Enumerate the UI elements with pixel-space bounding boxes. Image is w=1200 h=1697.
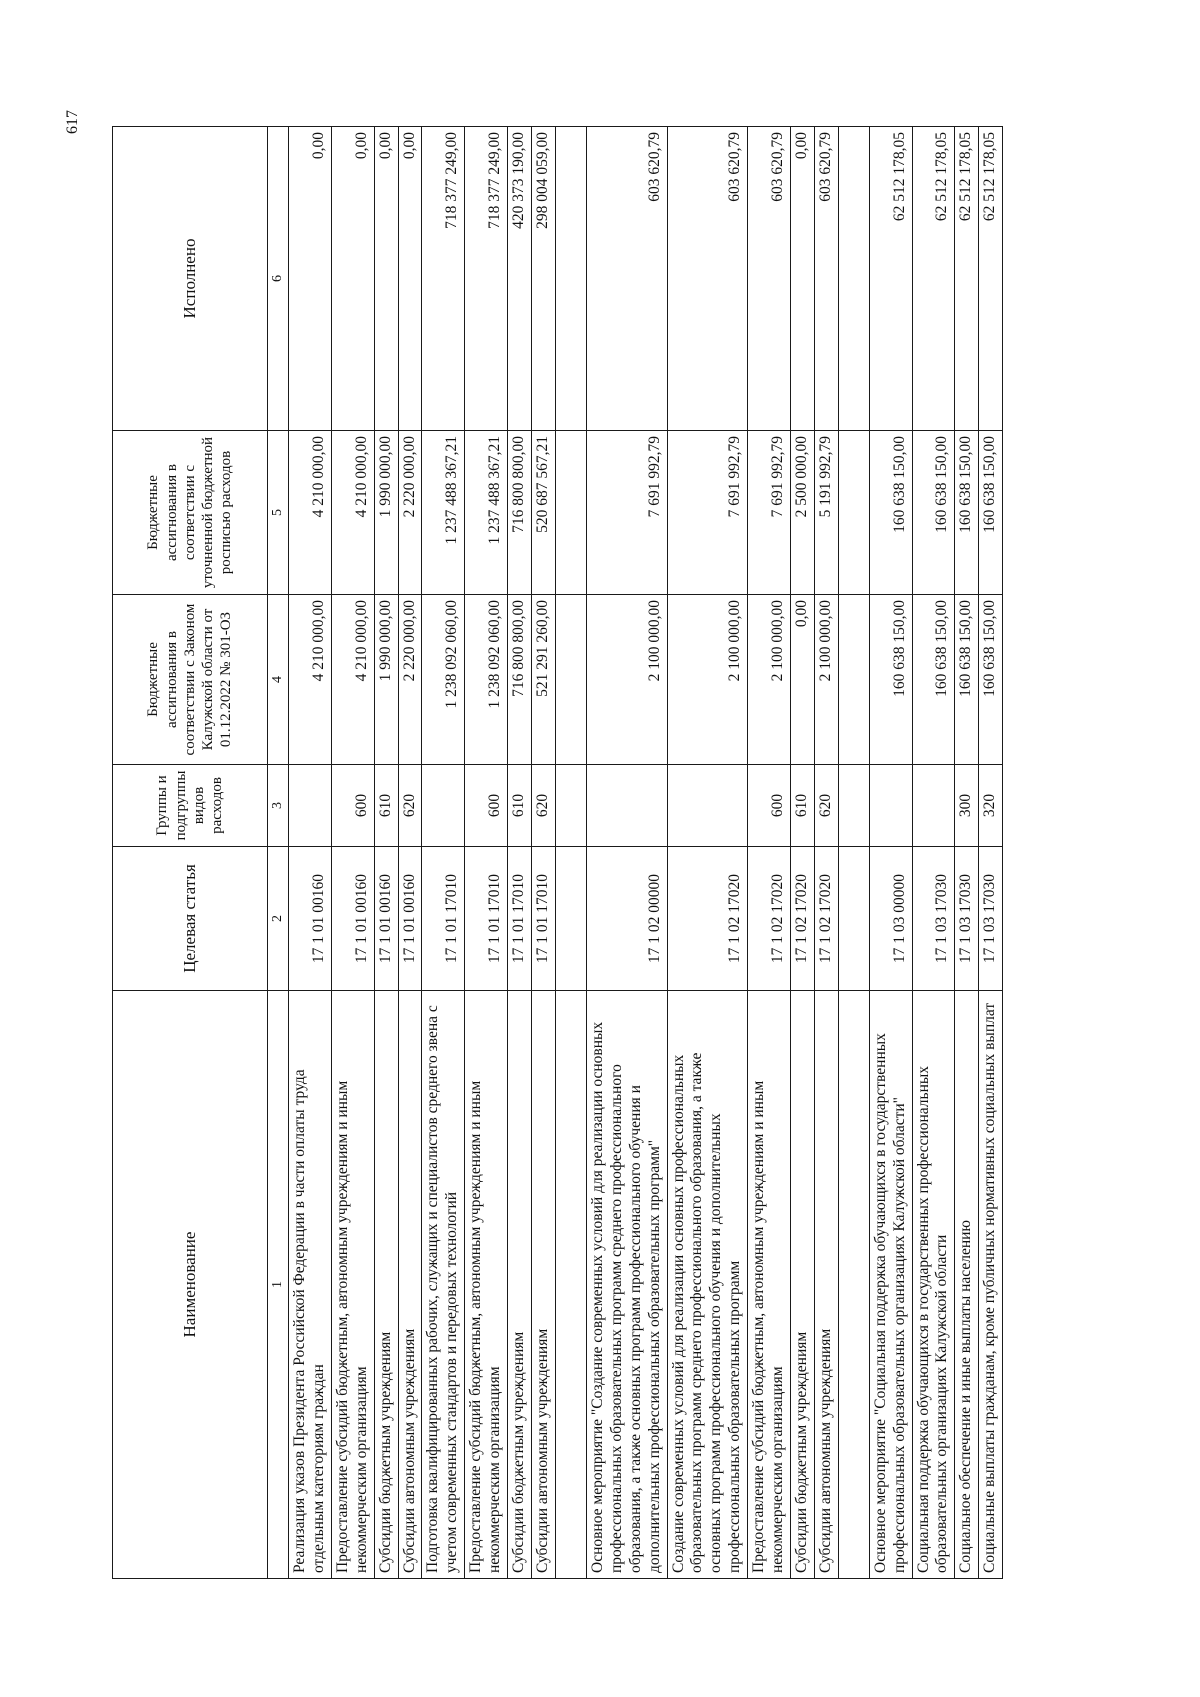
allocation-law-cell: 521 291 260,00 [531,595,555,765]
target-article-cell: 17 1 01 17010 [465,847,508,991]
column-number: 4 [268,595,289,765]
allocation-refined-cell: 520 687 567,21 [531,431,555,595]
expense-group-cell: 600 [331,765,374,847]
expense-group-cell [869,765,912,847]
target-article-cell: 17 1 02 17020 [814,847,838,991]
target-article-cell: 17 1 01 17010 [508,847,532,991]
table-row [979,127,1003,1579]
allocation-refined-cell: 1 237 488 367,21 [465,431,508,595]
header-allocations-law: Бюджетные ассигнования в соответствии с Законом Калужской области от 01.12.2022 № 301-ОЗ [113,595,268,765]
allocation-law-cell: 2 100 000,00 [814,595,838,765]
name-cell: Субсидии автономным учреждениям [814,991,838,1579]
executed-cell: 0,00 [790,127,814,431]
empty-cell [838,991,869,1579]
allocation-refined-cell: 160 638 150,00 [979,431,1003,595]
allocation-law-cell: 1 238 092 060,00 [465,595,508,765]
table-row [422,127,465,1579]
executed-cell: 0,00 [374,127,398,431]
allocation-law-cell: 0,00 [790,595,814,765]
expense-group-cell: 600 [748,765,791,847]
executed-cell: 62 512 178,05 [955,127,979,431]
table-row [869,127,912,1579]
empty-cell [555,127,586,431]
allocation-law-cell: 160 638 150,00 [912,595,955,765]
table-row [331,127,374,1579]
name-cell: Подготовка квалифицированных рабочих, служащих и специалистов среднего звена с учетом современных стандартов и передовых технологий [422,991,465,1579]
allocation-refined-cell: 5 191 992,79 [814,431,838,595]
column-number-row [268,127,289,1579]
executed-cell: 62 512 178,05 [869,127,912,431]
allocation-refined-cell: 716 800 800,00 [508,431,532,595]
table-row [374,127,398,1579]
allocation-law-cell: 2 100 000,00 [586,595,667,765]
page-number: 617 [64,110,81,134]
empty-cell [838,595,869,765]
target-article-cell: 17 1 03 17030 [979,847,1003,991]
allocation-law-cell: 4 210 000,00 [289,595,332,765]
header-executed: Исполнено [113,127,268,431]
name-cell: Предоставление субсидий бюджетным, автономным учреждениям и иным некоммерческим организациям [465,991,508,1579]
name-cell: Реализация указов Президента Российской Федерации в части оплаты труда отдельным категориям граждан [289,991,332,1579]
target-article-cell: 17 1 03 00000 [869,847,912,991]
header-allocations-refined: Бюджетные ассигнования в соответствии с уточненной бюджетной росписью расходов [113,431,268,595]
table-row [465,127,508,1579]
executed-cell: 298 004 059,00 [531,127,555,431]
allocation-law-cell: 160 638 150,00 [869,595,912,765]
allocation-refined-cell: 160 638 150,00 [955,431,979,595]
table-row [289,127,332,1579]
expense-group-cell: 620 [398,765,422,847]
executed-cell: 420 373 190,00 [508,127,532,431]
table-row [531,127,555,1579]
expense-group-cell [422,765,465,847]
expense-group-cell: 610 [508,765,532,847]
name-cell: Социальные выплаты гражданам, кроме публичных нормативных социальных выплат [979,991,1003,1579]
executed-cell: 0,00 [331,127,374,431]
allocation-refined-cell: 160 638 150,00 [912,431,955,595]
header-target-article: Целевая статья [113,847,268,991]
allocation-refined-cell: 1 990 000,00 [374,431,398,595]
target-article-cell: 17 1 02 17020 [790,847,814,991]
target-article-cell: 17 1 01 00160 [398,847,422,991]
allocation-law-cell: 716 800 800,00 [508,595,532,765]
table-row [748,127,791,1579]
executed-cell: 62 512 178,05 [979,127,1003,431]
name-cell: Предоставление субсидий бюджетным, автономным учреждениям и иным некоммерческим организациям [748,991,791,1579]
empty-cell [838,431,869,595]
table-row [667,127,748,1579]
empty-cell [555,991,586,1579]
name-cell: Субсидии автономным учреждениям [531,991,555,1579]
allocation-law-cell: 2 100 000,00 [667,595,748,765]
empty-cell [555,765,586,847]
name-cell: Создание современных условий для реализации основных профессиональных образовательных программ среднего профессионального образования, а также основных программ профессионального обучения и дополнительных профессиональных образовательных программ [667,991,748,1579]
expense-group-cell [667,765,748,847]
name-cell: Субсидии автономным учреждениям [398,991,422,1579]
table-row [814,127,838,1579]
column-number: 2 [268,847,289,991]
allocation-refined-cell: 4 210 000,00 [289,431,332,595]
table-row [790,127,814,1579]
expense-group-cell: 620 [531,765,555,847]
target-article-cell: 17 1 01 00160 [289,847,332,991]
header-expense-groups: Группы и подгруппы видов расходов [113,765,268,847]
column-number: 6 [268,127,289,431]
target-article-cell: 17 1 01 17010 [422,847,465,991]
allocation-law-cell: 160 638 150,00 [979,595,1003,765]
executed-cell: 603 620,79 [586,127,667,431]
target-article-cell: 17 1 01 00160 [374,847,398,991]
table-row [912,127,955,1579]
expense-group-cell: 610 [374,765,398,847]
executed-cell: 603 620,79 [748,127,791,431]
name-cell: Субсидии бюджетным учреждениям [374,991,398,1579]
table-row [398,127,422,1579]
header-row [113,127,268,1579]
target-article-cell: 17 1 02 17020 [667,847,748,991]
allocation-law-cell: 2 220 000,00 [398,595,422,765]
spacer-row [555,127,586,1579]
allocation-law-cell: 4 210 000,00 [331,595,374,765]
table-row [955,127,979,1579]
empty-cell [555,431,586,595]
allocation-refined-cell: 160 638 150,00 [869,431,912,595]
allocation-refined-cell: 7 691 992,79 [667,431,748,595]
empty-cell [838,127,869,431]
executed-cell: 0,00 [289,127,332,431]
name-cell: Социальное обеспечение и иные выплаты населению [955,991,979,1579]
allocation-law-cell: 1 238 092 060,00 [422,595,465,765]
table-body [289,127,1003,1579]
executed-cell: 603 620,79 [667,127,748,431]
name-cell: Основное мероприятие "Создание современных условий для реализации основных профессиональных образовательных программ среднего профессионального образования, а также основных программ профессионального обучения и дополнительных профессиональных образовательных программ" [586,991,667,1579]
name-cell: Субсидии бюджетным учреждениям [790,991,814,1579]
expense-group-cell: 620 [814,765,838,847]
empty-cell [555,847,586,991]
allocation-law-cell: 1 990 000,00 [374,595,398,765]
executed-cell: 603 620,79 [814,127,838,431]
budget-table [112,126,1003,1579]
column-number: 3 [268,765,289,847]
executed-cell: 62 512 178,05 [912,127,955,431]
spacer-row [838,127,869,1579]
empty-cell [838,765,869,847]
table-row [508,127,532,1579]
empty-cell [555,595,586,765]
target-article-cell: 17 1 01 00160 [331,847,374,991]
table-row [586,127,667,1579]
allocation-refined-cell: 1 237 488 367,21 [422,431,465,595]
empty-cell [838,847,869,991]
column-number: 5 [268,431,289,595]
allocation-refined-cell: 7 691 992,79 [586,431,667,595]
expense-group-cell: 610 [790,765,814,847]
executed-cell: 718 377 249,00 [465,127,508,431]
target-article-cell: 17 1 03 17030 [912,847,955,991]
allocation-refined-cell: 7 691 992,79 [748,431,791,595]
target-article-cell: 17 1 03 17030 [955,847,979,991]
expense-group-cell [912,765,955,847]
executed-cell: 0,00 [398,127,422,431]
name-cell: Основное мероприятие "Социальная поддержка обучающихся в государственных профессиональных образовательных организациях Калужской области" [869,991,912,1579]
target-article-cell: 17 1 02 00000 [586,847,667,991]
allocation-law-cell: 2 100 000,00 [748,595,791,765]
allocation-refined-cell: 4 210 000,00 [331,431,374,595]
column-number: 1 [268,991,289,1579]
allocation-refined-cell: 2 500 000,00 [790,431,814,595]
header-name: Наименование [113,991,268,1579]
name-cell: Предоставление субсидий бюджетным, автономным учреждениям и иным некоммерческим организациям [331,991,374,1579]
expense-group-cell [586,765,667,847]
expense-group-cell: 300 [955,765,979,847]
expense-group-cell [289,765,332,847]
target-article-cell: 17 1 02 17020 [748,847,791,991]
expense-group-cell: 600 [465,765,508,847]
name-cell: Субсидии бюджетным учреждениям [508,991,532,1579]
target-article-cell: 17 1 01 17010 [531,847,555,991]
allocation-refined-cell: 2 220 000,00 [398,431,422,595]
name-cell: Социальная поддержка обучающихся в государственных профессиональных образовательных организациях Калужской области [912,991,955,1579]
expense-group-cell: 320 [979,765,1003,847]
allocation-law-cell: 160 638 150,00 [955,595,979,765]
executed-cell: 718 377 249,00 [422,127,465,431]
